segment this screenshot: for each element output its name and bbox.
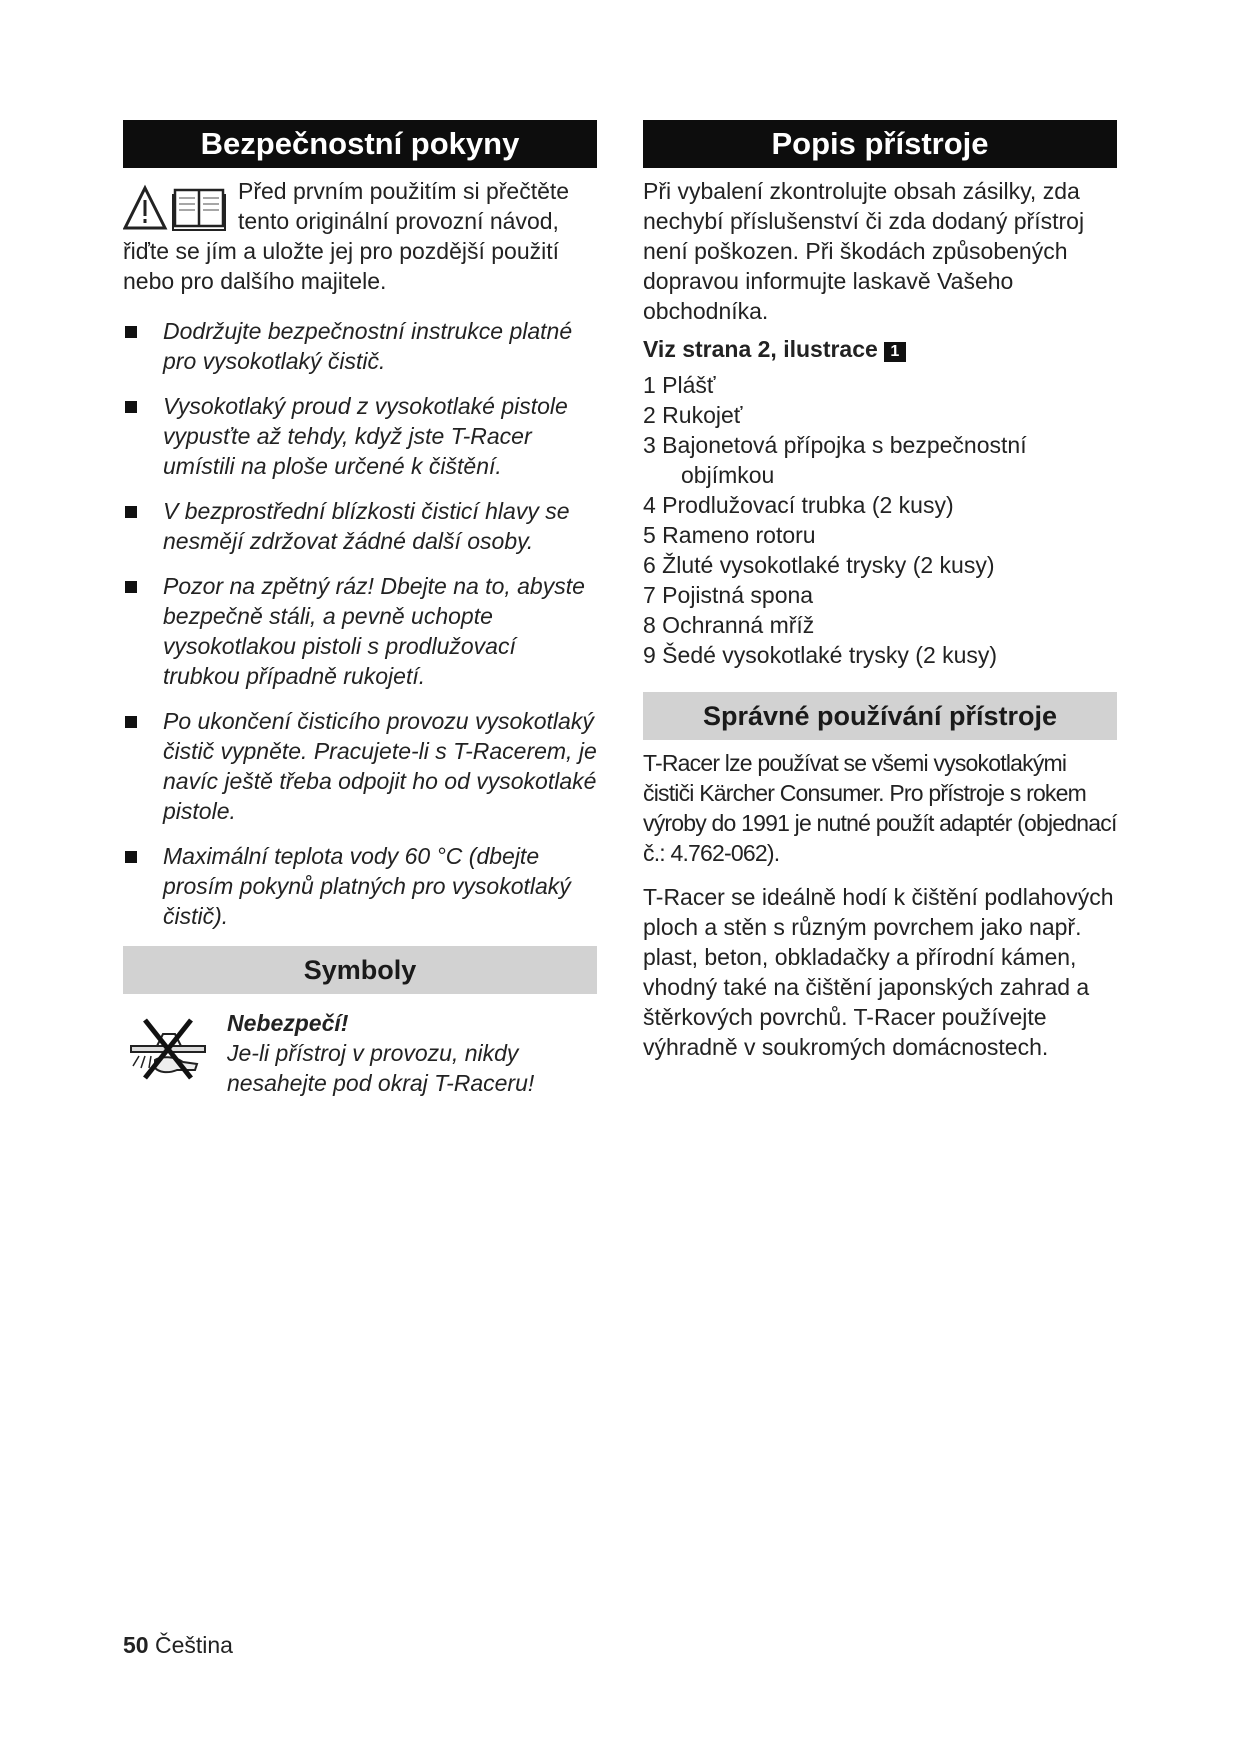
list-item: 9 Šedé vysokotlaké trysky (2 kusy)	[643, 642, 998, 668]
danger-symbol-row	[123, 1008, 597, 1098]
list-item: 2 Rukojeť	[643, 402, 743, 428]
bullet-square-icon	[125, 326, 137, 338]
bullet-square-icon	[125, 506, 137, 518]
right-column	[643, 120, 1117, 1062]
list-item: 5 Rameno rotoru	[643, 522, 816, 548]
footer-language: Čeština	[154, 1632, 233, 1658]
list-item: Vysokotlaký proud z vysokotlaké pistole vypusťte až tehdy, když jste T-Racer umístili na ploše určené k čištění.	[123, 391, 597, 481]
list-item: Maximální teplota vody 60 °C (dbejte prosím pokynů platných pro vysokotlaký čistič).	[123, 841, 597, 931]
proper-use-paragraph-2: T-Racer se ideálně hodí k čištění podlahových ploch a stěn s různým povrchem jako např. plast, beton, obkladačky a přírodní kámen, vhodný také na čištění japonských zahrad a štěrkových povrchů. T-Racer používejte výhradně v soukromých domácnostech.	[643, 884, 1114, 1060]
page-number: 50	[123, 1632, 149, 1658]
parts-list	[643, 370, 1117, 670]
bullet-square-icon	[125, 401, 137, 413]
proper-use-heading: Správné používání přístroje	[643, 692, 1117, 740]
danger-description: Je-li přístroj v provozu, nikdy nesahejte pod okraj T-Raceru!	[227, 1040, 535, 1096]
bullet-square-icon	[125, 851, 137, 863]
safety-intro-text: Před prvním použitím si přečtěte tento originální provozní návod, řiďte se jím a uložte jej pro pozdější použití nebo pro dalšího majitele.	[123, 178, 570, 294]
list-item: Dodržujte bezpečnostní instrukce platné pro vysokotlaký čistič.	[123, 316, 597, 376]
safety-list	[123, 316, 597, 931]
list-item: 7 Pojistná spona	[643, 582, 814, 608]
illustration-number-badge: 1	[884, 342, 906, 362]
unpacking-text: Při vybalení zkontrolujte obsah zásilky, zda nechybí příslušenství či zda dodaný přístroj není poškozen. Při škodách způsobených dopravou informujte laskavě Vašeho obchodníka.	[643, 178, 1085, 324]
safety-intro	[123, 176, 597, 296]
list-item: 4 Prodlužovací trubka (2 kusy)	[643, 492, 954, 518]
list-item: Pozor na zpětný ráz! Dbejte na to, abyste bezpečně stáli, a pevně uchopte vysokotlakou pistoli s prodlužovací trubkou případně rukojetí.	[123, 571, 597, 691]
list-item: 6 Žluté vysokotlaké trysky (2 kusy)	[643, 552, 995, 578]
list-item: 3 Bajonetová přípojka s bezpečnostní objímkou	[643, 432, 1027, 488]
proper-use-paragraph-1: T-Racer lze používat se všemi vysokotlakými čističi Kärcher Consumer. Pro přístroje s rokem výroby do 1991 je nutné použít adaptér (objednací č.: 4.762-062).	[643, 750, 1117, 866]
symbols-heading: Symboly	[123, 946, 597, 994]
warning-manual-icon	[123, 182, 234, 234]
bullet-square-icon	[125, 716, 137, 728]
bullet-square-icon	[125, 581, 137, 593]
list-item: V bezprostřední blízkosti čisticí hlavy se nesmějí zdržovat žádné další osoby.	[123, 496, 597, 556]
danger-title: Nebezpečí!	[227, 1010, 349, 1036]
illustration-reference: Viz strana 2, ilustrace 1	[643, 334, 1117, 364]
left-column	[123, 120, 597, 1098]
list-item: 8 Ochranná mříž	[643, 612, 815, 638]
description-heading: Popis přístroje	[643, 120, 1117, 168]
danger-symbol-text	[227, 1008, 597, 1098]
page-footer	[123, 1632, 233, 1659]
no-hand-under-edge-icon	[127, 1012, 209, 1082]
safety-heading: Bezpečnostní pokyny	[123, 120, 597, 168]
list-item: Po ukončení čisticího provozu vysokotlaký čistič vypněte. Pracujete-li s T-Racerem, je navíc ještě třeba odpojit ho od vysokotlaké pistole.	[123, 706, 597, 826]
list-item: 1 Plášť	[643, 372, 716, 398]
